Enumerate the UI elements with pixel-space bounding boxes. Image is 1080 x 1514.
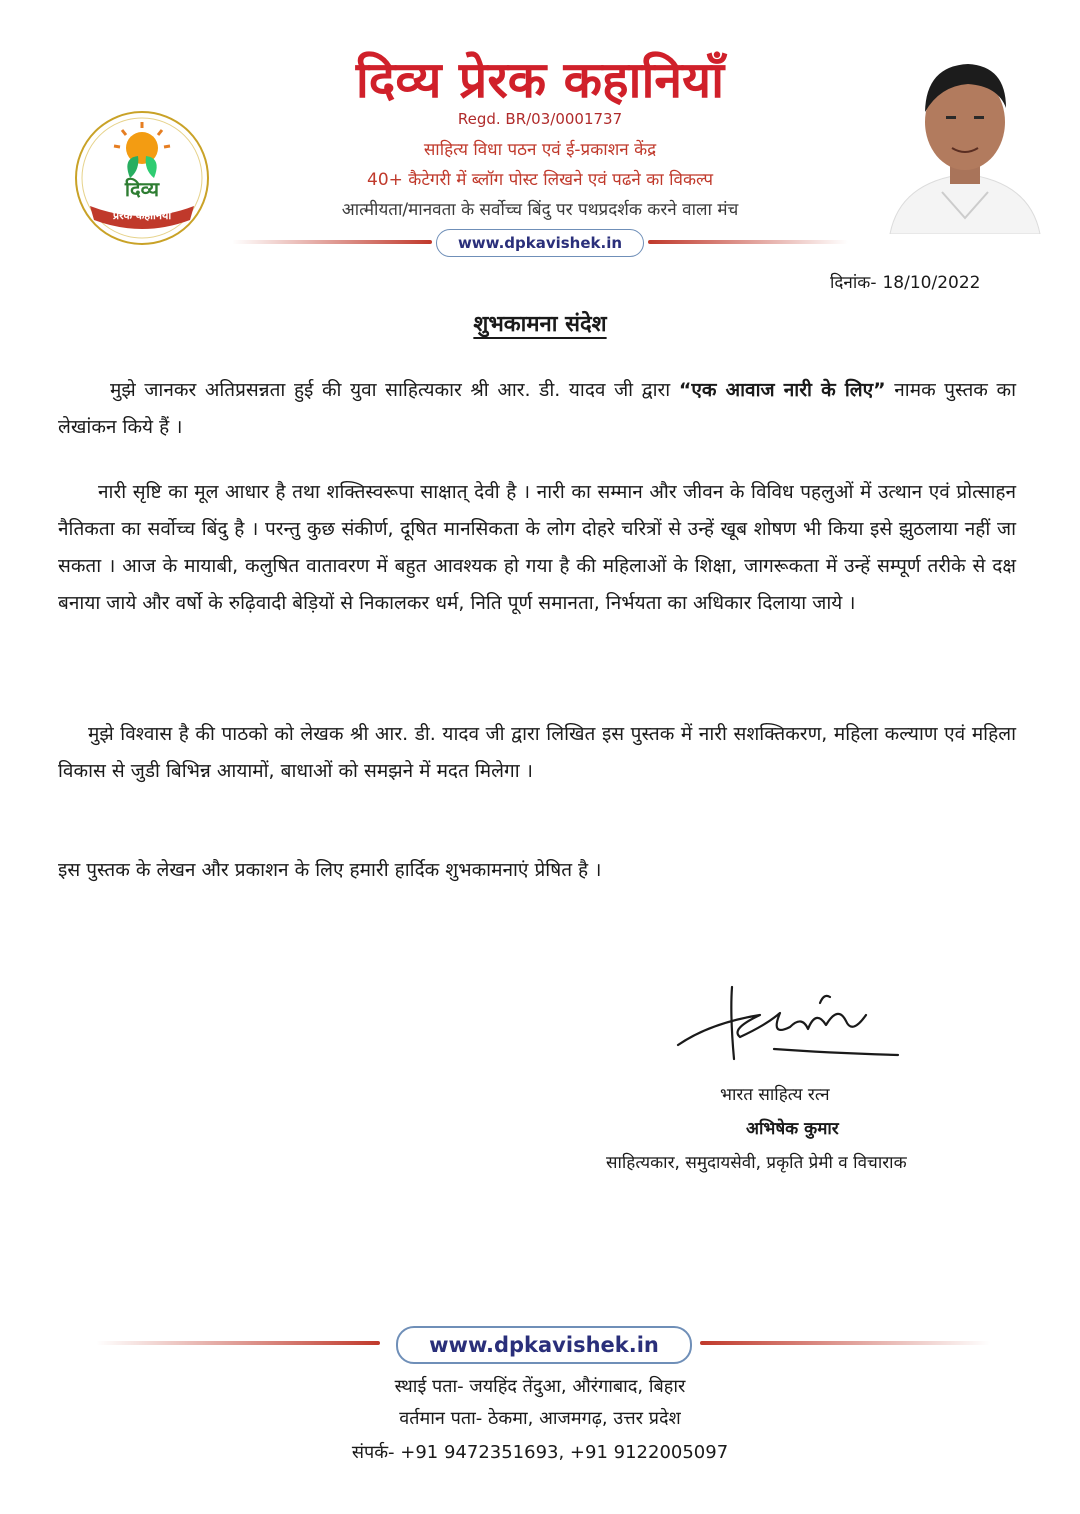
header-divider-left <box>232 240 432 244</box>
logo-text-divya: दिव्य <box>124 177 160 201</box>
tagline-3: आत्मीयता/मानवता के सर्वोच्च बिंदु पर पथप्रदर्शक करने वाला मंच <box>341 200 739 220</box>
logo-text-tagline: प्रेरक कहानियाँ <box>112 209 172 222</box>
signatory-name: अभिषेक कुमार <box>746 1119 839 1139</box>
paragraph-2: नारी सृष्टि का मूल आधार है तथा शक्तिस्वरूपा साक्षात् देवी है । नारी का सम्मान और जीवन के विविध पहलुओं में उत्थान एवं प्रोत्साहन नैतिकता का सर्वोच्च बिंदु है । परन्तु कुछ संकीर्ण, दूषित मानसिकता के लोग दोहरे चरित्रों से उन्हें खूब शोषण भी किया इसे झुठलाया नहीं जा सकता । आज के मायाबी, कलुषित वातावरण में बहुत आवश्यक हो गया है की महिलाओं के शिक्षा, जागरूकता में उन्हें सम्पूर्ण तरीके से दक्ष बनाया जाये और वर्षो के रुढ़िवादी बेड़ियों से निकालकर धर्म, निति पूर्ण समानता, निर्भयता का अधिकार दिलाया जाये । <box>58 481 1016 614</box>
registration-number: Regd. BR/03/0001737 <box>457 110 623 128</box>
current-address: वर्तमान पता- ठेकमा, आजमगढ़, उत्तर प्रदेश <box>399 1408 681 1429</box>
signatory-title: भारत साहित्य रत्न <box>720 1085 830 1105</box>
date-value: 18/10/2022 <box>882 273 981 293</box>
contact-numbers: संपर्क- +91 9472351693, +91 9122005097 <box>351 1442 729 1463</box>
paragraph-1-end: नामक पुस्तक का लेखांकन किये हैं । <box>58 379 1016 438</box>
signatory-role: साहित्यकार, समुदायसेवी, प्रकृति प्रेमी व विचाराक <box>606 1153 907 1173</box>
letter-heading: शुभकामना संदेश <box>473 312 607 337</box>
author-photo <box>880 42 1050 234</box>
paragraph-3: मुझे विश्वास है की पाठको को लेखक श्री आर. डी. यादव जी द्वारा लिखित इस पुस्तक में नारी सशक्तिकरण, महिला कल्याण एवं महिला विकास से जुडी बिभिन्न आयामों, बाधाओं को समझने में मदत मिलेगा । <box>58 723 1016 782</box>
footer-divider-left <box>96 1341 380 1345</box>
date-row <box>830 270 1020 293</box>
paragraph-1-start: मुझे जानकर अतिप्रसन्नता हुई की युवा साहित्यकार श्री आर. डी. यादव जी द्वारा <box>110 379 679 401</box>
permanent-address: स्थाई पता- जयहिंद तेंदुआ, औरंगाबाद, बिहार <box>394 1376 686 1397</box>
paragraph-4: इस पुस्तक के लेखन और प्रकाशन के लिए हमारी हार्दिक शुभकामनाएं प्रेषित है । <box>58 859 602 881</box>
organization-name: दिव्य प्रेरक कहानियाँ <box>355 51 725 109</box>
tagline-1: साहित्य विधा पठन एवं ई-प्रकाशन केंद्र <box>423 140 657 160</box>
header-divider-right <box>648 240 848 244</box>
book-title: “एक आवाज नारी के लिए” <box>678 379 886 401</box>
signature <box>670 985 910 1065</box>
footer-website-link[interactable]: www.dpkavishek.in <box>396 1326 692 1364</box>
date-label: दिनांक- <box>830 273 877 293</box>
tagline-2: 40+ कैटेगरी में ब्लॉग पोस्ट लिखने एवं पढने का विकल्प <box>367 170 713 190</box>
organization-logo <box>72 108 212 248</box>
header-website-link[interactable]: www.dpkavishek.in <box>436 229 644 257</box>
footer-divider-right <box>700 1341 990 1345</box>
paragraph-1 <box>58 372 1016 446</box>
